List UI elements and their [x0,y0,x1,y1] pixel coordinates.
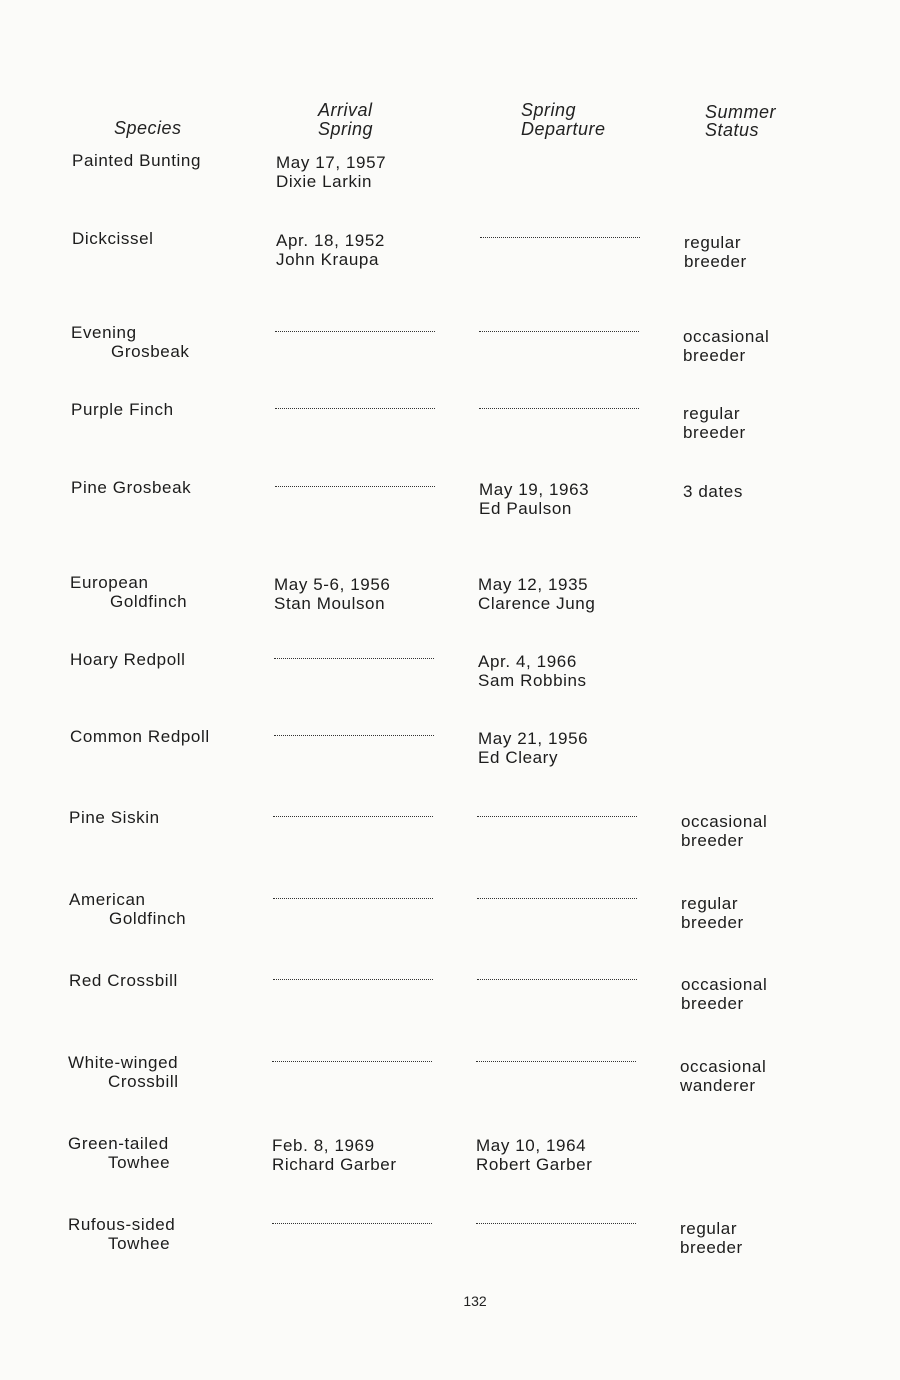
header-arrival-line2: Spring [318,119,374,139]
table-row [0,1053,896,1123]
arrival-line: May 17, 1957 [276,153,387,172]
status-line: occasional [681,975,768,994]
departure-line: May 21, 1956 [478,729,589,748]
table-row [0,808,897,878]
arrival-line: May 5-6, 1956 [274,575,391,594]
species-line: Towhee [108,1234,171,1253]
departure-line: May 10, 1964 [476,1136,587,1155]
status-line: regular [680,1219,738,1238]
departure-dotted-leader [477,816,637,817]
status-cell [681,975,767,1013]
departure-cell [478,575,638,613]
species-line: Painted Bunting [72,151,202,170]
species-cell [69,808,160,827]
status-line: regular [684,233,742,252]
species-line: Grosbeak [111,342,190,361]
species-cell [70,650,186,669]
departure-cell [479,480,639,518]
arrival-cell [274,575,434,613]
departure-line: May 19, 1963 [479,480,590,499]
species-line: Red Crossbill [69,971,178,990]
departure-dotted-leader [476,1061,636,1062]
table-row [0,151,900,221]
status-cell [683,482,743,501]
species-line: Goldfinch [110,592,188,611]
departure-line: Sam Robbins [478,671,587,690]
table-row [0,971,897,1041]
species-cell [68,1134,170,1172]
header-arrival-line1: Arrival [318,100,373,120]
header-status-line1: Summer [705,102,777,122]
species-line: Hoary Redpoll [70,650,186,669]
table-row [0,890,897,960]
species-line: American [69,890,146,909]
species-cell [68,1215,175,1253]
departure-dotted-leader [476,1223,636,1224]
species-line: Green-tailed [68,1134,169,1153]
departure-dotted-leader [479,331,639,332]
status-line: occasional [680,1057,767,1076]
species-cell [69,971,178,990]
arrival-dotted-leader [275,408,435,409]
table-row [0,478,899,548]
species-cell [72,229,154,248]
status-line: wanderer [680,1076,756,1095]
status-line: breeder [684,252,747,271]
status-cell [681,894,744,932]
departure-line: Apr. 4, 1966 [478,652,577,671]
arrival-dotted-leader [273,898,433,899]
species-cell [71,323,190,361]
status-line: breeder [680,1238,743,1257]
arrival-cell [276,231,436,269]
departure-cell [476,1136,636,1174]
table-row [0,323,899,393]
departure-dotted-leader [477,898,637,899]
arrival-dotted-leader [272,1223,432,1224]
species-cell [68,1053,179,1091]
departure-line: Ed Paulson [479,499,572,518]
table-row [0,400,899,470]
departure-cell [478,652,638,690]
species-line: Dickcissel [72,229,154,248]
departure-dotted-leader [480,237,640,238]
species-cell [70,727,210,746]
departure-line: Clarence Jung [478,594,596,613]
species-line: European [70,573,149,592]
arrival-line: Richard Garber [272,1155,397,1174]
species-cell [72,151,201,170]
table-row [0,1215,896,1285]
departure-line: Robert Garber [476,1155,593,1174]
arrival-line: Feb. 8, 1969 [272,1136,375,1155]
arrival-dotted-leader [272,1061,432,1062]
departure-cell [478,729,638,767]
species-cell [71,400,174,419]
arrival-line: John Kraupa [276,250,380,269]
departure-line: Ed Cleary [478,748,559,767]
species-cell [71,478,191,497]
table-row [0,650,898,720]
species-line: Purple Finch [71,400,174,419]
status-cell [683,327,769,365]
species-line: Crossbill [108,1072,179,1091]
status-line: occasional [681,812,768,831]
species-cell [70,573,187,611]
arrival-dotted-leader [274,735,434,736]
status-line: 3 dates [683,482,743,501]
departure-line: May 12, 1935 [478,575,589,594]
status-cell [681,812,767,850]
arrival-line: Apr. 18, 1952 [276,231,385,250]
species-line: Rufous-sided [68,1215,176,1234]
status-line: regular [681,894,739,913]
status-cell [683,404,746,442]
status-cell [684,233,747,271]
departure-dotted-leader [479,408,639,409]
status-line: breeder [683,423,746,442]
status-line: breeder [681,994,744,1013]
table-row [0,727,898,797]
departure-dotted-leader [477,979,637,980]
arrival-cell [272,1136,432,1174]
status-cell [680,1057,766,1095]
header-departure-line1: Spring [521,100,577,120]
species-line: Evening [71,323,137,342]
arrival-dotted-leader [273,979,433,980]
arrival-dotted-leader [274,658,434,659]
species-cell [69,890,186,928]
species-line: Common Redpoll [70,727,210,746]
status-line: regular [683,404,741,423]
arrival-line: Stan Moulson [274,594,386,613]
table-row [0,1134,896,1204]
species-line: Goldfinch [109,909,187,928]
arrival-dotted-leader [275,486,435,487]
table-row [0,573,898,643]
table-row [0,229,900,299]
arrival-dotted-leader [275,331,435,332]
species-line: White-winged [68,1053,179,1072]
species-line: Pine Grosbeak [71,478,192,497]
arrival-cell [276,153,436,191]
status-cell [680,1219,743,1257]
header-species: Species [114,118,182,138]
species-line: Pine Siskin [69,808,160,827]
status-line: breeder [683,346,746,365]
arrival-dotted-leader [273,816,433,817]
arrival-line: Dixie Larkin [276,172,373,191]
header-status-line2: Status [705,120,760,140]
status-line: breeder [681,831,744,850]
header-departure-line2: Departure [521,119,606,139]
page-number: 132 [463,1293,487,1309]
status-line: breeder [681,913,744,932]
species-line: Towhee [108,1153,171,1172]
status-line: occasional [683,327,770,346]
